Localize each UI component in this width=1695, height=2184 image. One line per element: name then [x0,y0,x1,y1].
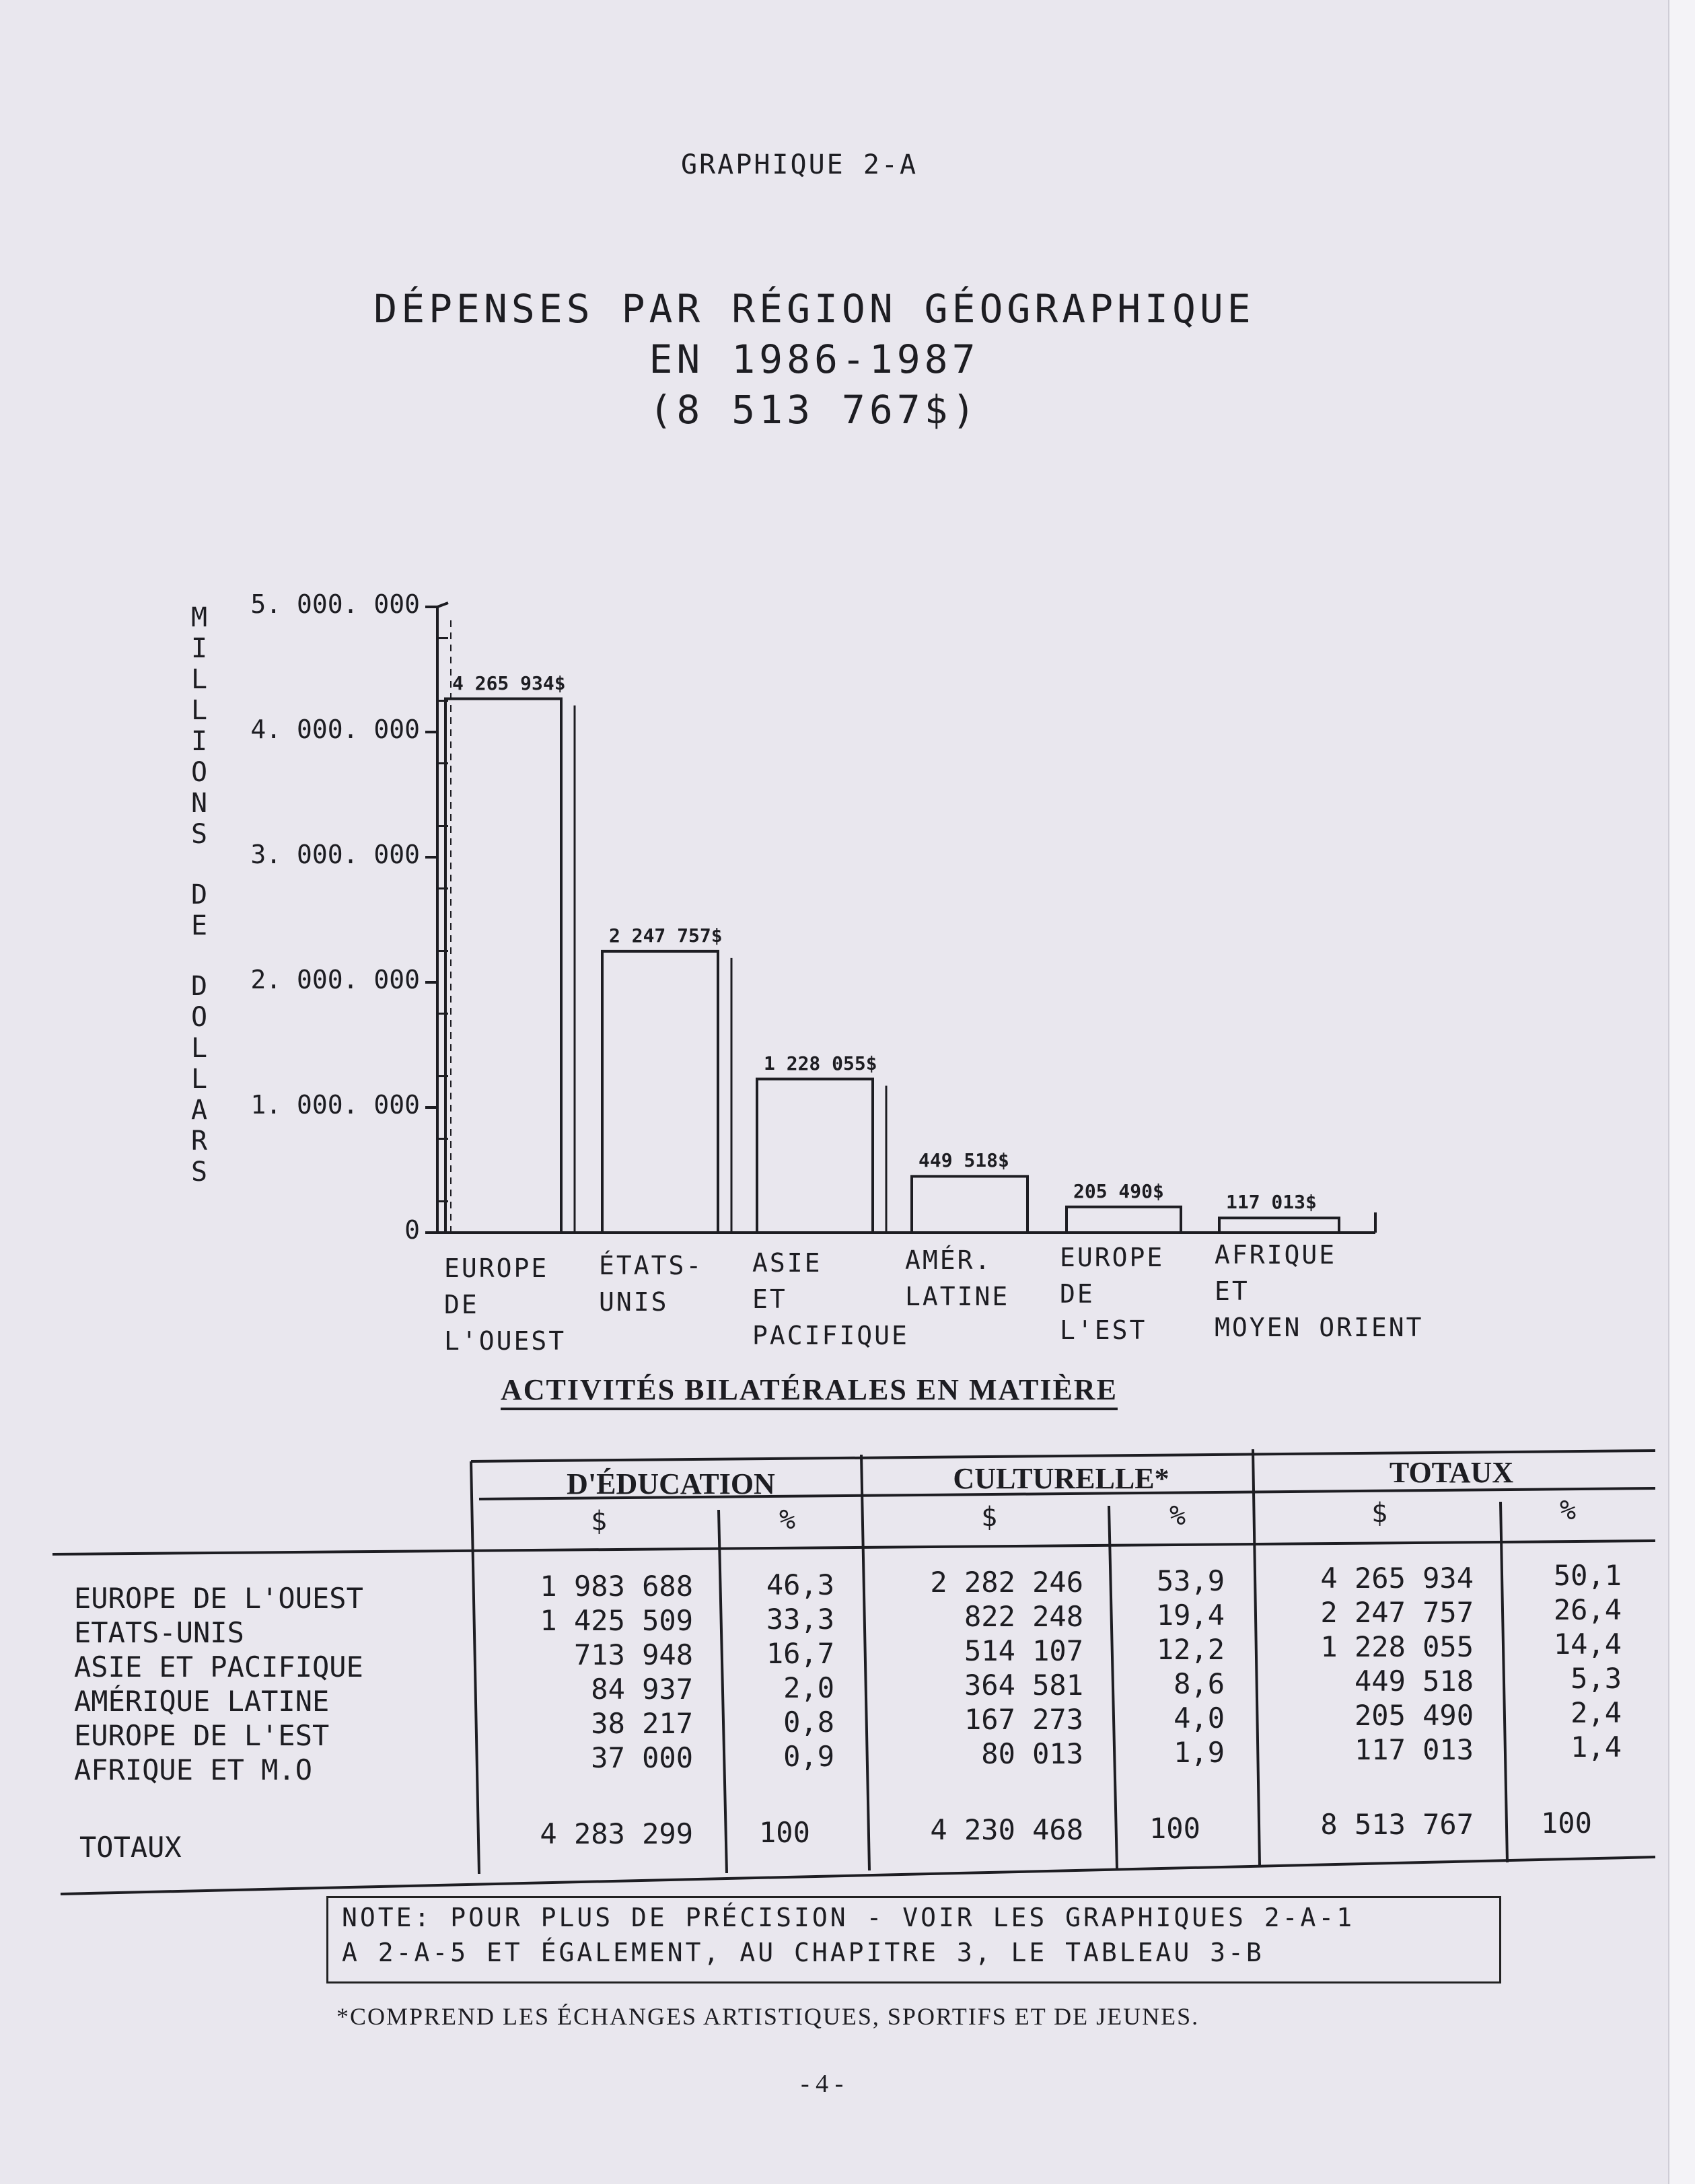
y-tick-label: 0 [404,1215,420,1245]
y-axis-label-letter: A [190,1095,208,1126]
y-axis-label-letter: S [190,819,208,850]
category-label: EUROPE DE L'OUEST [444,1253,567,1356]
subheader-totals-pct: % [1559,1495,1577,1526]
group-header-education: D'ÉDUCATION [567,1467,775,1500]
subheader-education-dollars: $ [590,1506,608,1537]
bar-data-label: 4 265 934$ [452,671,566,694]
y-axis-label-letter: M [190,602,208,633]
education-dollars-column: 1 983 688 1 425 509 713 948 84 937 38 217 37 000 [540,1570,693,1774]
chart-title-line-1: DÉPENSES PAR RÉGION GÉOGRAPHIQUE [373,286,1255,332]
total-education-dollars: 4 283 299 [540,1817,693,1850]
total-culture-dollars: 4 230 468 [930,1813,1083,1846]
bar-data-label: 205 490$ [1073,1179,1164,1202]
category-label: EUROPE DE L'EST [1060,1243,1165,1345]
bar-data-label: 2 247 757$ [609,924,723,947]
y-axis-label-letter: R [190,1126,208,1157]
culture-pct-column: 53,9 19,4 12,2 8,6 4,0 1,9 [1156,1564,1225,1769]
y-axis-label-letter: D [190,971,208,1002]
group-header-totals: TOTAUX [1389,1456,1514,1489]
y-axis-label-letter: L [190,695,208,726]
y-axis-label-letter: O [190,757,208,788]
y-axis-label-letter: S [190,1157,208,1188]
totals-dollars-column: 4 265 934 2 247 757 1 228 055 449 518 205 490 117 013 [1320,1562,1474,1766]
y-axis-label-letter: E [190,910,208,941]
category-label: AFRIQUE ET MOYEN ORIENT [1215,1240,1424,1342]
bar-data-label: 1 228 055$ [764,1052,877,1075]
subheader-totals-dollars: $ [1371,1498,1388,1529]
subheader-culture-dollars: $ [980,1502,998,1533]
page-number: - 4 - [801,2070,844,2098]
total-totals-dollars: 8 513 767 [1320,1808,1474,1841]
y-axis-label-letter: N [190,788,208,819]
note-line-1: NOTE: POUR PLUS DE PRÉCISION - VOIR LES GRAPHIQUES 2-A-1 [342,1903,1355,1932]
culture-dollars-column: 2 282 246 822 248 514 107 364 581 167 273 80 013 [930,1566,1083,1770]
y-axis-label-letter: D [190,879,208,910]
y-axis-label-letter: O [190,1002,208,1033]
table-row-labels: EUROPE DE L'OUEST ETATS-UNIS ASIE ET PACIFIQUE AMÉRIQUE LATINE EUROPE DE L'EST AFRIQUE ET M.O [74,1582,363,1786]
y-tick-label: 4. 000. 000 [250,715,420,744]
bar-data-label: 117 013$ [1226,1191,1317,1214]
footnote: *COMPREND LES ÉCHANGES ARTISTIQUES, SPORTIFS ET DE JEUNES. [336,2003,1200,2030]
y-tick-label: 5. 000. 000 [250,589,420,619]
y-tick-label: 3. 000. 000 [250,840,420,869]
total-totals-pct: 100 [1541,1807,1592,1840]
category-label: AMÉR. LATINE [905,1245,1010,1311]
y-tick-label: 1. 000. 000 [250,1090,420,1120]
y-axis-label-letter: L [190,1033,208,1064]
y-tick-label: 2. 000. 000 [250,965,420,994]
totals-pct-column: 50,1 26,4 14,4 5,3 2,4 1,4 [1553,1559,1622,1763]
total-culture-pct: 100 [1149,1812,1200,1845]
totals-row-label: TOTAUX [79,1831,182,1864]
group-header-culture: CULTURELLE* [953,1462,1169,1495]
bar-data-label: 449 518$ [918,1149,1009,1172]
category-label: ÉTATS- UNIS [599,1251,704,1317]
table-title: ACTIVITÉS BILATÉRALES EN MATIÈRE [501,1373,1118,1406]
chart-title-line-3: (8 513 767$) [649,387,980,433]
y-axis-label-letter: L [190,664,208,695]
y-axis-label-letter: I [190,633,208,664]
y-axis-label-letter: I [190,726,208,757]
subheader-education-pct: % [779,1504,796,1535]
graph-number: GRAPHIQUE 2-A [681,149,918,180]
subheader-culture-pct: % [1169,1500,1186,1531]
chart-title-line-2: EN 1986-1987 [649,336,980,382]
category-label: ASIE ET PACIFIQUE [752,1248,909,1350]
note-line-2: A 2-A-5 ET ÉGALEMENT, AU CHAPITRE 3, LE TABLEAU 3-B [342,1938,1264,1967]
education-pct-column: 46,3 33,3 16,7 2,0 0,8 0,9 [766,1568,834,1773]
total-education-pct: 100 [759,1816,810,1849]
y-axis-label-letter: L [190,1064,208,1095]
